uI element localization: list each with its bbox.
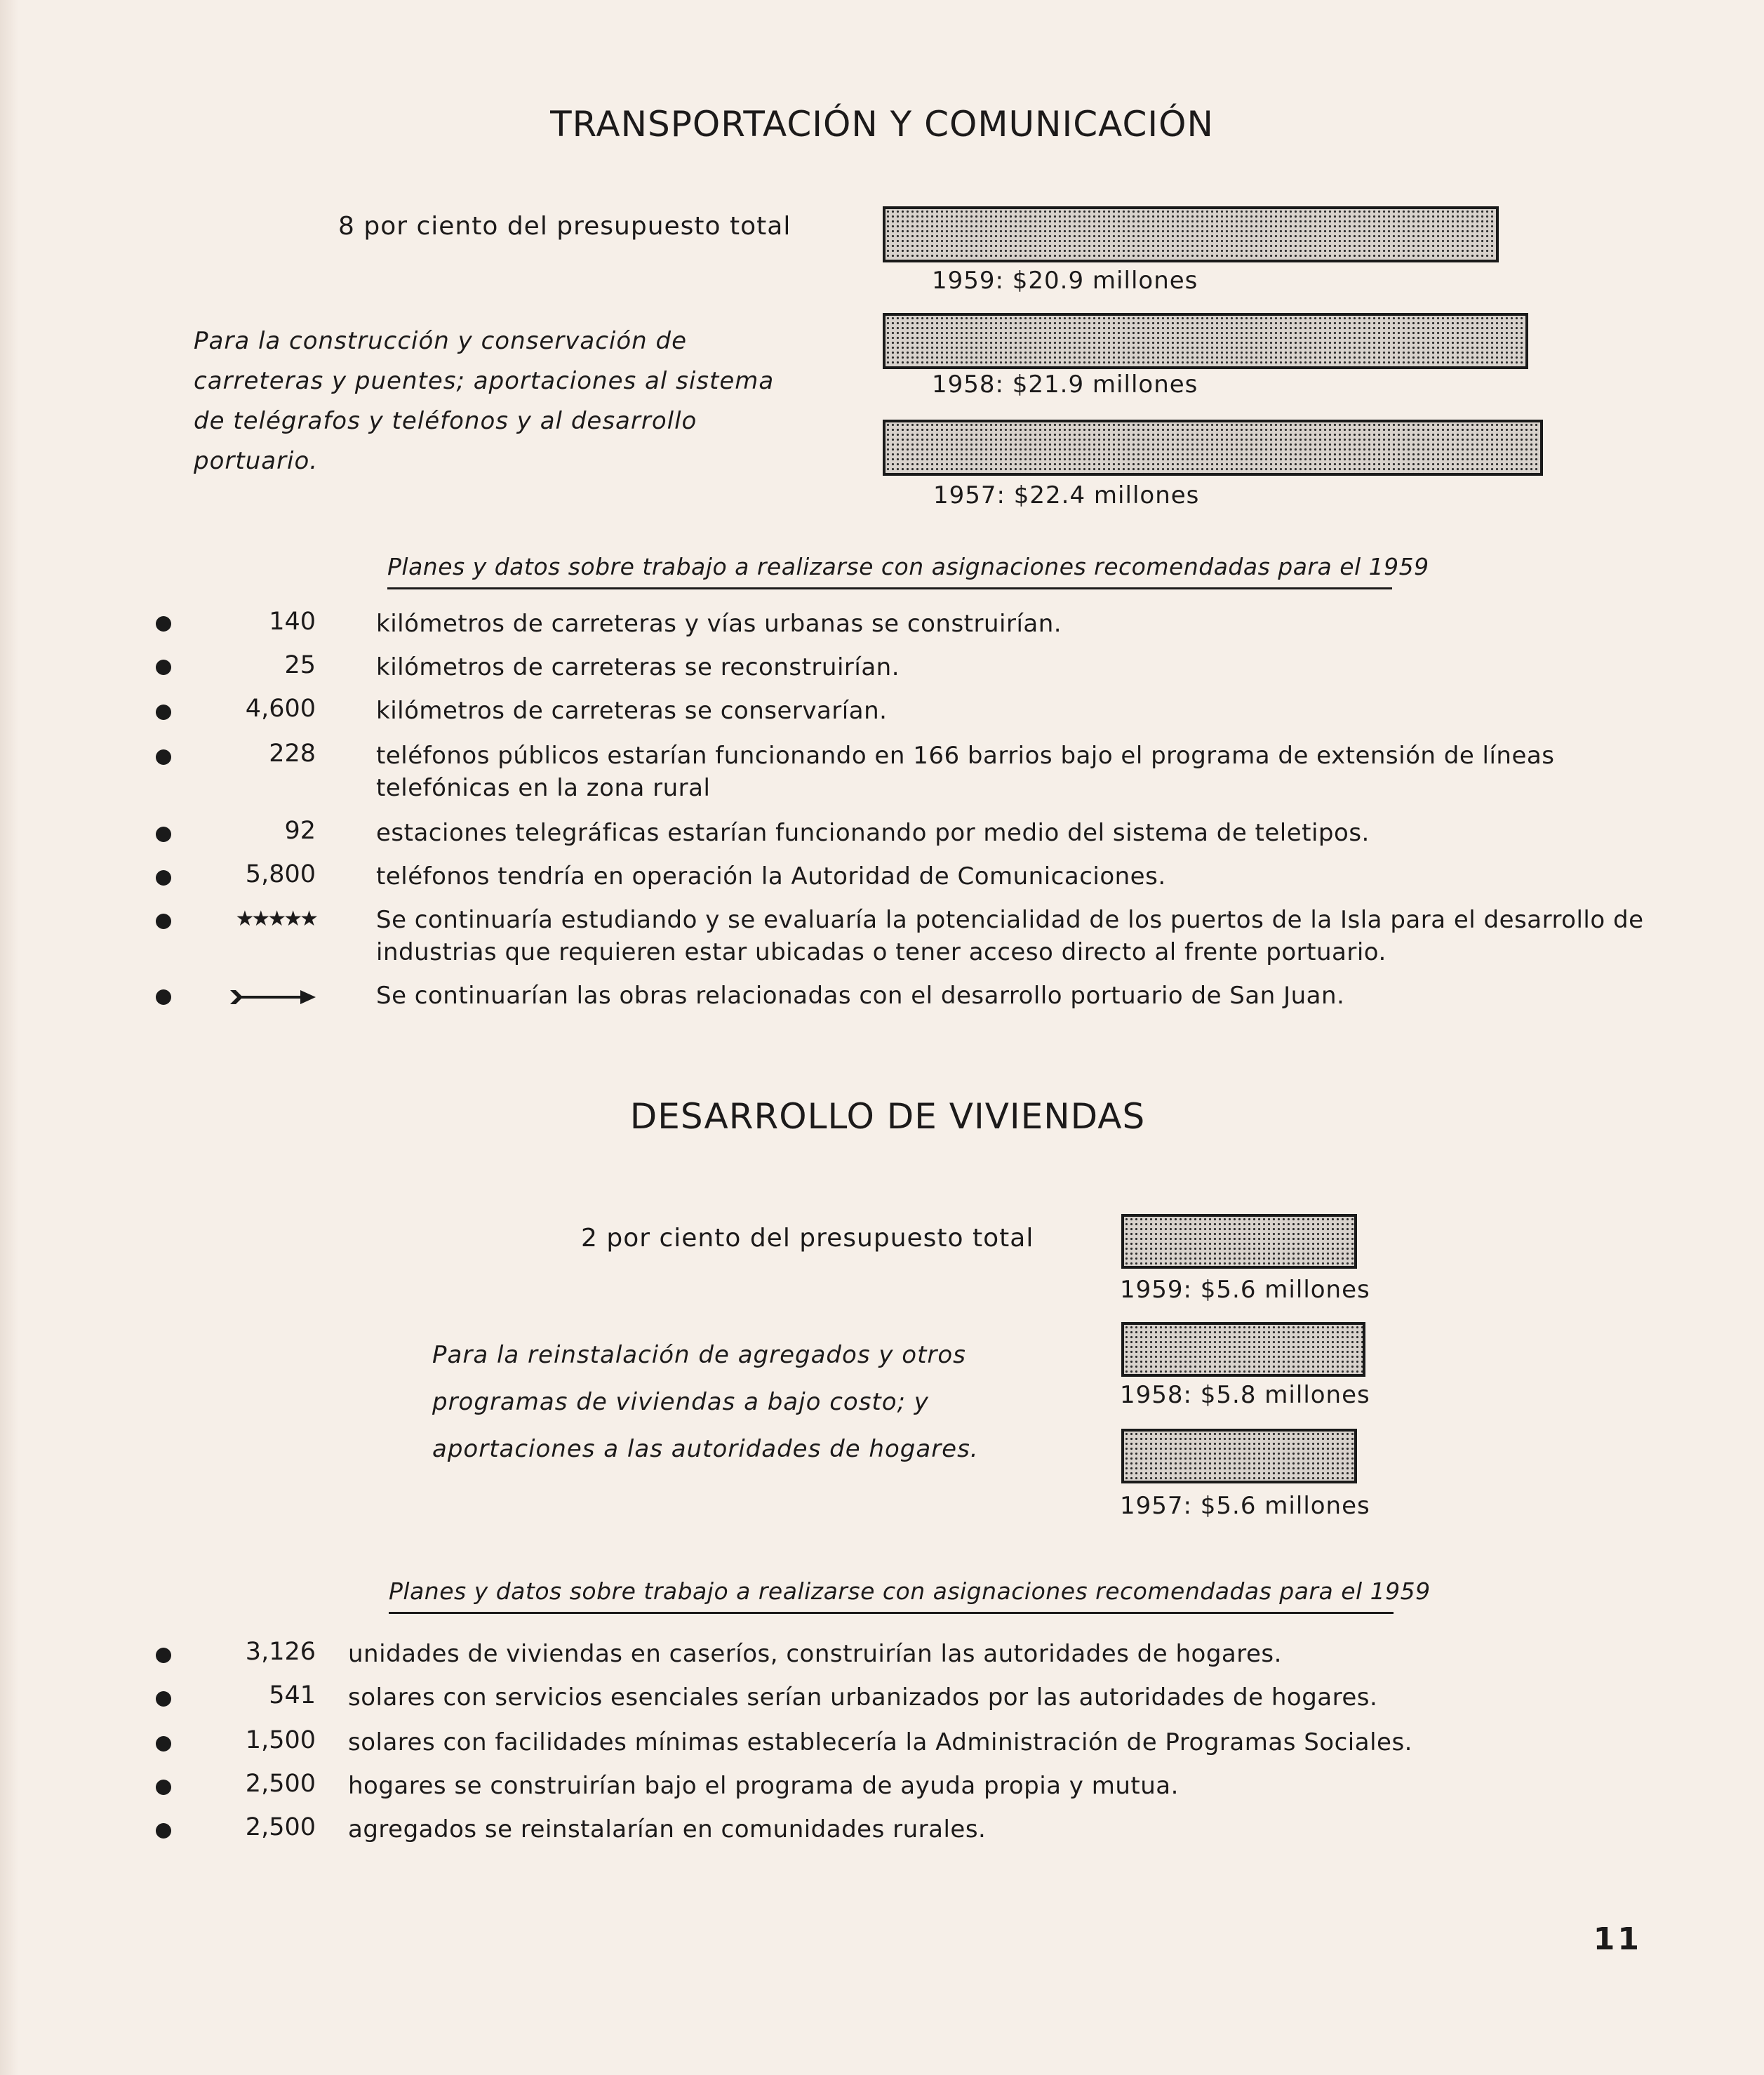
housing-bar-1958 <box>1121 1322 1365 1377</box>
transport-bar-label-1958: 1958: $21.9 millones <box>932 371 1198 399</box>
bullet-icon <box>156 1648 171 1663</box>
item-text: solares con facilidades mínimas establecería la Administración de Programas Sociales. <box>348 1728 1412 1756</box>
item-number: 228 <box>269 740 316 768</box>
transport-percent-text: 8 por ciento del presupuesto total <box>338 212 791 241</box>
item-number: 25 <box>284 651 316 679</box>
item-text: kilómetros de carreteras se conservarían. <box>376 697 888 725</box>
housing-section-title: DESARROLLO DE VIVIENDAS <box>629 1096 1146 1137</box>
item-number: 92 <box>284 817 316 845</box>
bullet-icon <box>156 749 171 765</box>
bullet-icon <box>156 989 171 1005</box>
bullet-icon <box>156 705 171 720</box>
bullet-icon <box>156 1780 171 1795</box>
housing-bar-1957 <box>1121 1429 1357 1483</box>
housing-bar-label-1957: 1957: $5.6 millones <box>1120 1492 1370 1520</box>
housing-bar-label-1959: 1959: $5.6 millones <box>1120 1276 1370 1304</box>
item-text: unidades de viviendas en caseríos, construirían las autoridades de hogares. <box>348 1640 1282 1668</box>
item-number: 1,500 <box>245 1726 316 1754</box>
item-text: kilómetros de carreteras y vías urbanas se construirían. <box>376 610 1062 638</box>
item-number: 541 <box>269 1681 316 1709</box>
transport-bar-label-1957: 1957: $22.4 millones <box>933 481 1200 509</box>
transport-bar-label-1959: 1959: $20.9 millones <box>932 267 1198 295</box>
housing-bar-1959 <box>1121 1214 1357 1269</box>
item-number: 4,600 <box>245 695 316 723</box>
bullet-icon <box>156 1736 171 1752</box>
transport-description: Para la construcción y conservación de carreteras y puentes; aportaciones al sistema de telégrafos y teléfonos y al desarrollo portuario. <box>194 327 775 475</box>
item-text: kilómetros de carreteras se reconstruirían. <box>376 653 900 681</box>
page-number: 11 <box>1593 1921 1642 1957</box>
item-text: Se continuaría estudiando y se evaluaría la potencialidad de los puertos de la Isla para el desarrollo de industrias que requieren estar ubicadas o tener acceso directo al frente portuario. <box>376 906 1644 966</box>
item-number: 140 <box>269 608 316 636</box>
item-text: estaciones telegráficas estarían funcionando por medio del sistema de teletipos. <box>376 819 1370 847</box>
item-number: 2,500 <box>245 1813 316 1841</box>
item-text: Se continuarían las obras relacionadas con el desarrollo portuario de San Juan. <box>376 982 1345 1010</box>
item-number: 2,500 <box>245 1770 316 1798</box>
bullet-icon <box>156 1691 171 1707</box>
item-text: teléfonos tendría en operación la Autoridad de Comunicaciones. <box>376 862 1166 890</box>
transport-plans-heading: Planes y datos sobre trabajo a realizarse con asignaciones recomendadas para el 1959 <box>387 553 1392 589</box>
arrow-right-icon <box>230 987 317 1008</box>
item-text: solares con servicios esenciales serían urbanizados por las autoridades de hogares. <box>348 1683 1378 1712</box>
bullet-icon <box>156 1823 171 1839</box>
item-number: 5,800 <box>245 860 316 888</box>
housing-plans-heading: Planes y datos sobre trabajo a realizarse con asignaciones recomendadas para el 1959 <box>389 1577 1394 1614</box>
transport-bar-1959 <box>883 206 1499 262</box>
item-text: hogares se construirían bajo el programa de ayuda propia y mutua. <box>348 1772 1179 1800</box>
item-number: 3,126 <box>245 1638 316 1666</box>
transport-bar-1957 <box>883 420 1543 476</box>
housing-percent-text: 2 por ciento del presupuesto total <box>581 1224 1034 1253</box>
housing-description: Para la reinstalación de agregados y otros programas de viviendas a bajo costo; y aportaciones a las autoridades de hogares. <box>432 1341 979 1463</box>
stars-icon: ★★★★★ <box>235 907 316 931</box>
item-text: teléfonos públicos estarían funcionando en 166 barrios bajo el programa de extensión de líneas telefónicas en la zona rural <box>376 742 1555 802</box>
page-edge <box>0 0 18 2075</box>
bullet-icon <box>156 827 171 842</box>
item-text: agregados se reinstalarían en comunidades rurales. <box>348 1815 987 1843</box>
bullet-icon <box>156 914 171 929</box>
bullet-icon <box>156 616 171 632</box>
transport-section-title: TRANSPORTACIÓN Y COMUNICACIÓN <box>550 104 1214 145</box>
bullet-icon <box>156 660 171 675</box>
transport-bar-1958 <box>883 313 1528 369</box>
bullet-icon <box>156 870 171 886</box>
housing-bar-label-1958: 1958: $5.8 millones <box>1120 1381 1370 1409</box>
